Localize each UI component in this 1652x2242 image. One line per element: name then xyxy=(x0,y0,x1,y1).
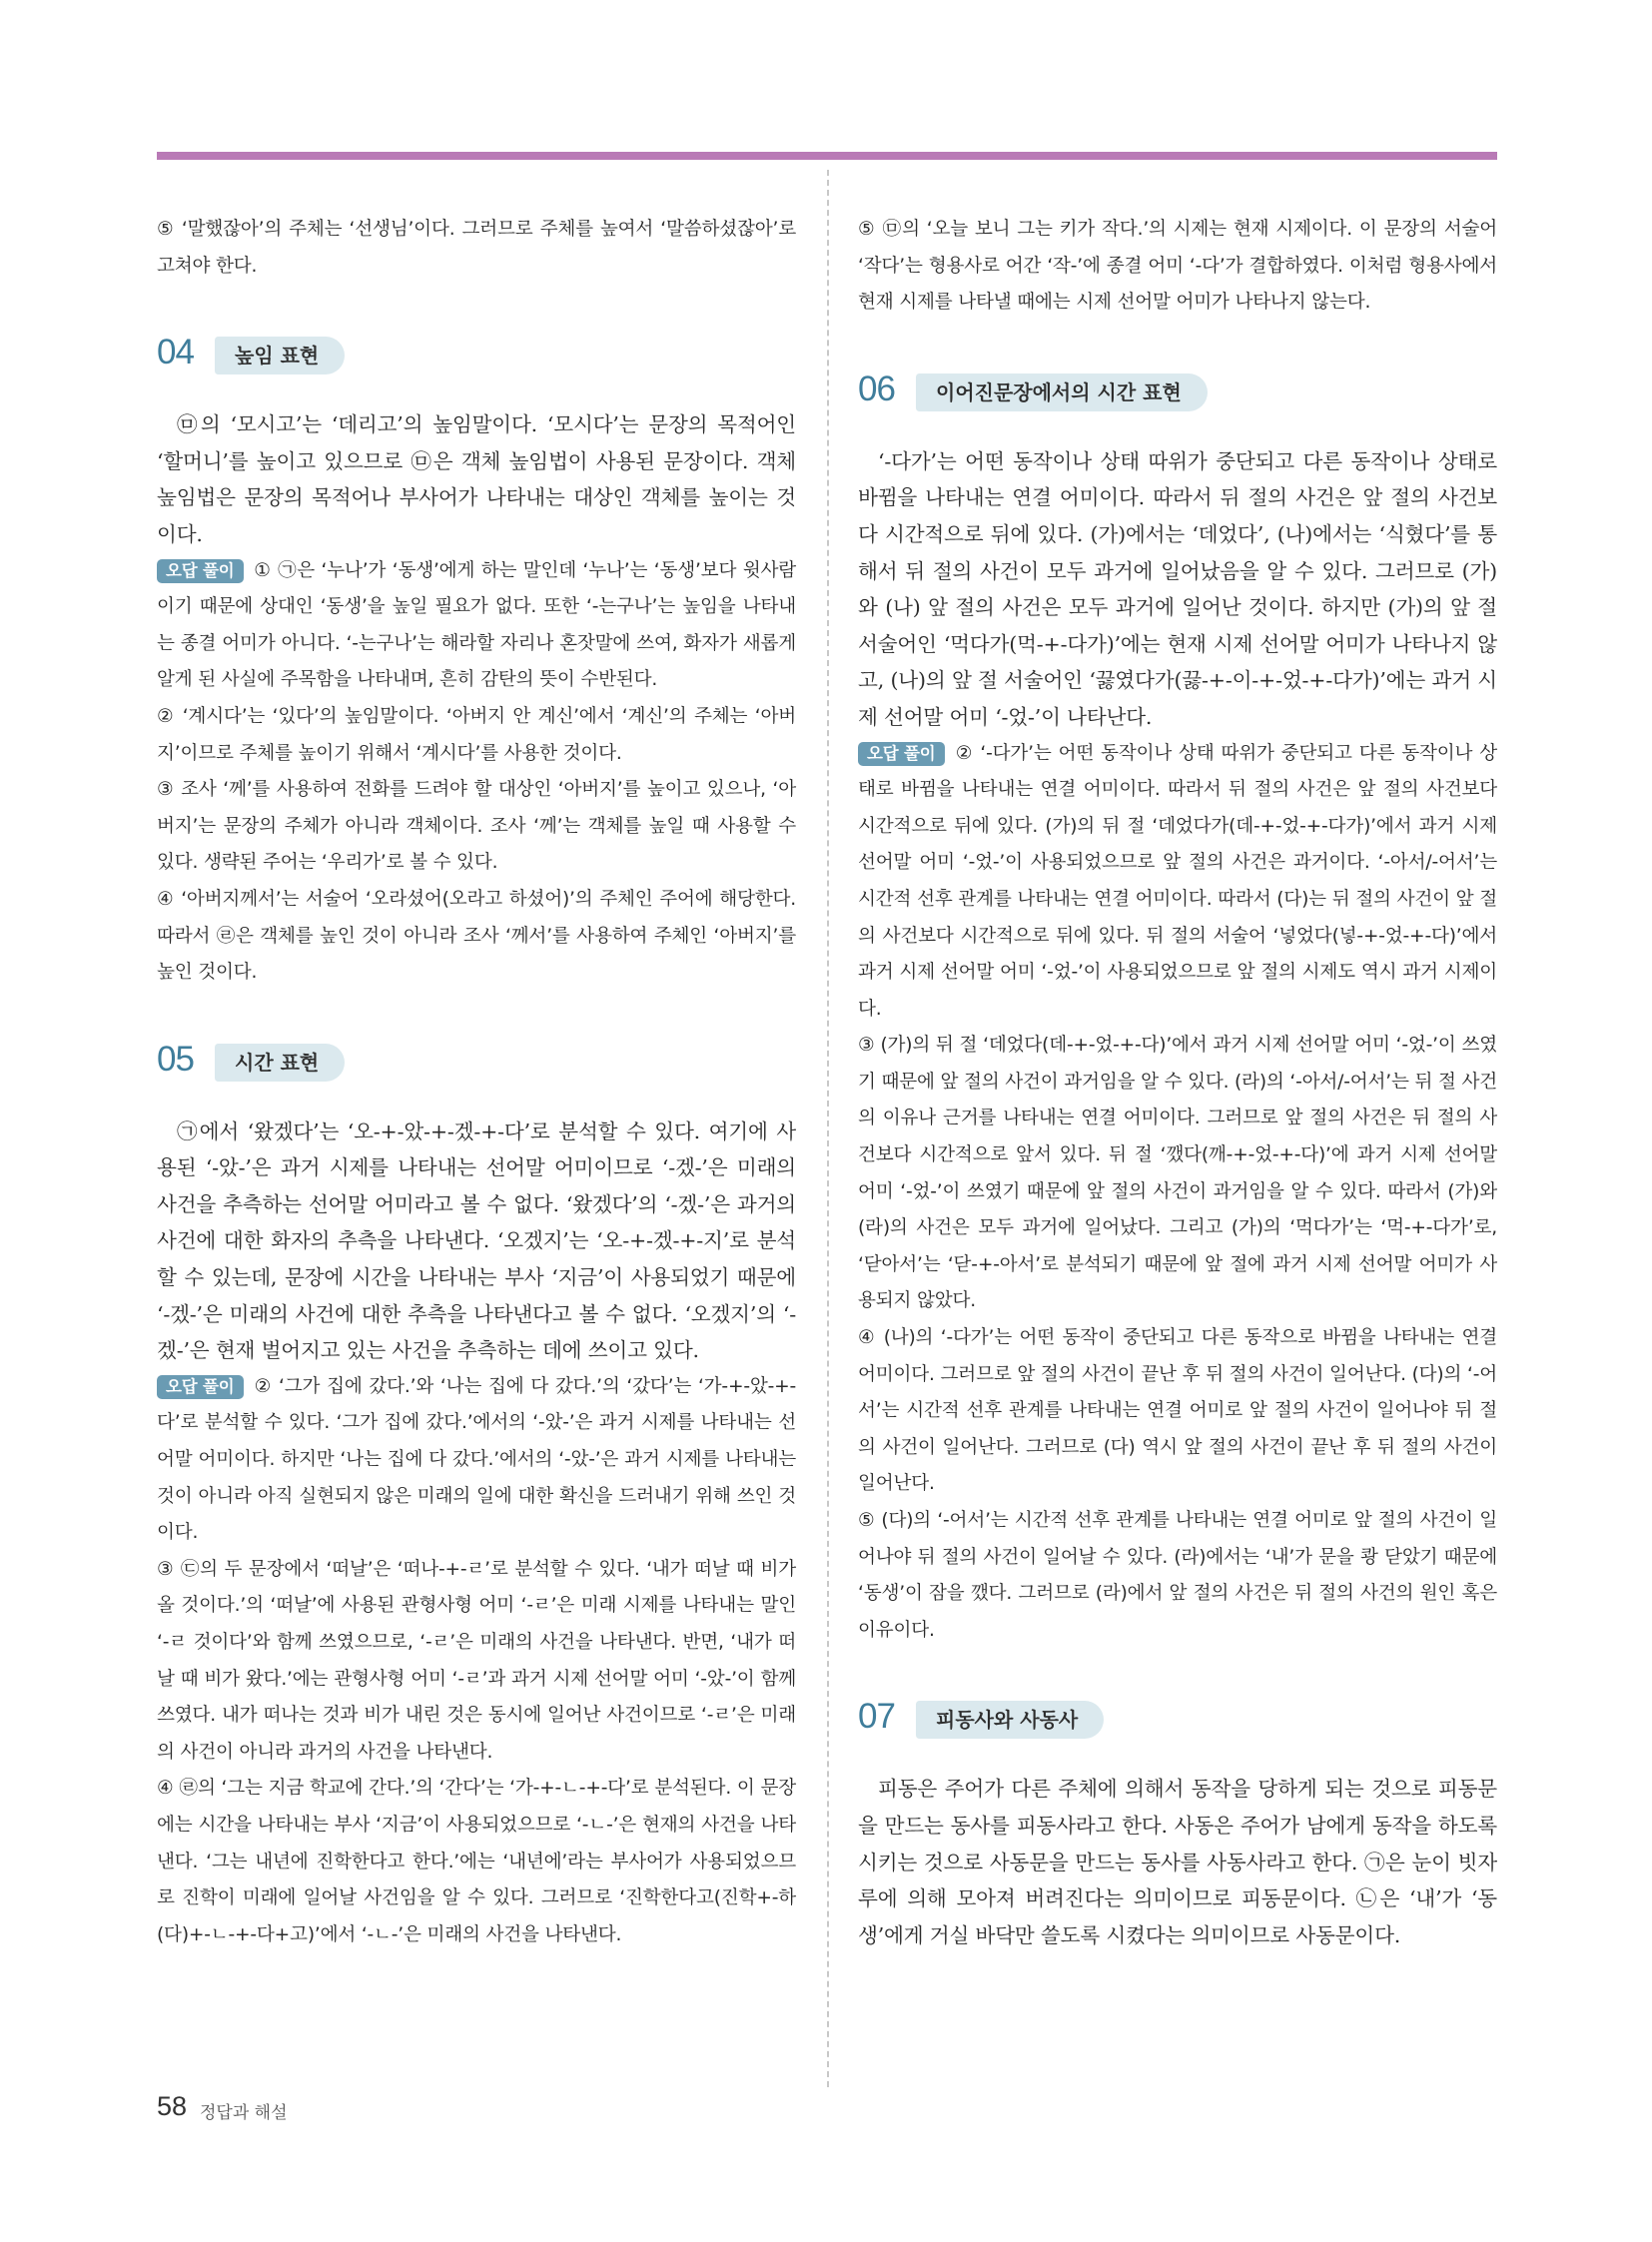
left-intro-paragraph: ⑤ ‘말했잖아’의 주체는 ‘선생님’이다. 그러므로 주체를 높여서 ‘말씀하셨잖아’로 고쳐야 한다. xyxy=(157,219,796,277)
wrong-answer-badge: 오답 풀이 xyxy=(157,1375,244,1399)
page-number: 58 xyxy=(157,2091,188,2121)
section-number: 04 xyxy=(157,333,194,373)
section-06-body: ‘-다가’는 어떤 동작이나 상태 따위가 중단되고 다른 동작이나 상태로 바뀜을 나타내는 연결 어미이다. 따라서 뒤 절의 사건은 앞 절의 사건보다 시간적으로 뒤에 있다. (가)에서는 ‘데었다’, (나)에서는 ‘식혔다’를 통해서 뒤 절의 사건이 모두 과거에 일어났음을 알 수 있다. 그러므로 (가)와 (나) 앞 절의 사건은 모두 과거에 일어난 것이다. 하지만 (가)의 앞 절 서술어인 ‘먹다가(먹-+-다가)’에는 현재 시제 선어말 어미가 나타나지 않고, (나)의 앞 절 서술어인 ‘끓였다가(끓-+-이-+-었-+-다가)’에는 과거 시제 선어말 어미 ‘-었-’이 나타난다. xyxy=(858,448,1497,729)
section-07-body: 피동은 주어가 다른 주체에 의해서 동작을 당하게 되는 것으로 피동문을 만드는 동사를 피동사라고 한다. 사동은 주어가 남에게 동작을 하도록 시키는 것으로 사동문을 만드는 동사를 사동사라고 한다. ㉠은 눈이 빗자루에 의해 모아져 버려진다는 의미이므로 피동문이다. ㉡은 ‘내’가 ‘동생’에게 거실 바닥만 쓸도록 시켰다는 의미이므로 사동문이다. xyxy=(858,1777,1497,1947)
right-column xyxy=(858,212,1497,1953)
section-05-item-3: ④ ㉣의 ‘그는 지금 학교에 간다.’의 ‘간다’는 ‘가-+-ㄴ-+-다’로 분석된다. 이 문장에는 시간을 나타내는 부사 ‘지금’이 사용되었으므로 ‘-ㄴ-’은 현재의 사건을 나타낸다. ‘그는 내년에 진학한다고 한다.’에는 ‘내년에’라는 부사어가 사용되었으므로 진학이 미래에 일어날 사건임을 알 수 있다. 그러므로 ‘진학한다고(진학+-하(다)+-ㄴ-+-다+고)’에서 ‘-ㄴ-’은 미래의 사건을 나타낸다. xyxy=(157,1778,796,1945)
section-title: 높임 표현 xyxy=(215,337,345,374)
section-05-header xyxy=(157,1030,796,1100)
section-05-body: ㉠에서 ‘왔겠다’는 ‘오-+-았-+-겠-+-다’로 분석할 수 있다. 여기에 사용된 ‘-았-’은 과거 시제를 나타내는 선어말 어미이므로 ‘-겠-’은 미래의 사건을 추측하는 선어말 어미라고 볼 수 없다. ‘왔겠다’의 ‘-겠-’은 과거의 사건에 대한 화자의 추측을 나타낸다. ‘오겠지’는 ‘오-+-겠-+-지’로 분석할 수 있는데, 문장에 시간을 나타내는 부사 ‘지금’이 사용되었기 때문에 ‘-겠-’은 미래의 사건에 대한 추측을 나타낸다고 볼 수 없다. ‘오겠지’의 ‘-겠-’은 현재 벌어지고 있는 사건을 추측하는 데에 쓰이고 있다. xyxy=(157,1119,796,1363)
section-06-header xyxy=(858,360,1497,429)
top-accent-bar xyxy=(157,152,1497,160)
section-06-item-4: ⑤ (다)의 ‘-어서’는 시간적 선후 관계를 나타내는 연결 어미로 앞 절의 사건이 일어나야 뒤 절의 사건이 일어날 수 있다. (라)에서는 ‘내’가 문을 쾅 닫았기 때문에 ‘동생’이 잠을 깼다. 그러므로 (라)에서 앞 절의 사건은 뒤 절의 사건의 원인 혹은 이유이다. xyxy=(858,1510,1497,1641)
section-06-item-3: ④ (나)의 ‘-다가’는 어떤 동작이 중단되고 다른 동작으로 바뀜을 나타내는 연결 어미이다. 그러므로 앞 절의 사건이 끝난 후 뒤 절의 사건이 일어난다. (다)의 ‘-어서’는 시간적 선후 관계를 나타내는 연결 어미로 앞 절의 사건이 일어나야 뒤 절의 사건이 일어난다. 그러므로 (다) 역시 앞 절의 사건이 끝난 후 뒤 절의 사건이 일어난다. xyxy=(858,1327,1497,1495)
section-04-item-1: 오답 풀이 ① ㉠은 ‘누나’가 ‘동생’에게 하는 말인데 ‘누나’는 ‘동생’보다 윗사람이기 때문에 상대인 ‘동생’을 높일 필요가 없다. 또한 ‘-는구나’는 높임을 나타내는 종결 어미가 아니다. ‘-는구나’는 해라할 자리나 혼잣말에 쓰여, 화자가 새롭게 알게 된 사실에 주목함을 나타내며, 흔히 감탄의 뜻이 수반된다. xyxy=(157,559,796,691)
section-number: 05 xyxy=(157,1039,194,1079)
section-04-header xyxy=(157,323,796,392)
right-intro-paragraph: ⑤ ㉤의 ‘오늘 보니 그는 키가 작다.’의 시제는 현재 시제이다. 이 문장의 서술어 ‘작다’는 형용사로 어간 ‘작-’에 종결 어미 ‘-다’가 결합하였다. 이처럼 형용사에서 현재 시제를 나타낼 때에는 시제 선어말 어미가 나타나지 않는다. xyxy=(858,219,1497,314)
left-column xyxy=(157,212,796,1953)
section-title: 시간 표현 xyxy=(215,1044,345,1082)
section-05-item-1: 오답 풀이 ② ‘그가 집에 갔다.’와 ‘나는 집에 다 갔다.’의 ‘갔다’는 ‘가-+-았-+-다’로 분석할 수 있다. ‘그가 집에 갔다.’에서의 ‘-았-’은 과거 시제를 나타내는 선어말 어미이다. 하지만 ‘나는 집에 다 갔다.’에서의 ‘-았-’은 과거 시제를 나타내는 것이 아니라 아직 실현되지 않은 미래의 일에 대한 확신을 드러내기 위해 쓰인 것이다. xyxy=(157,1375,796,1544)
wrong-answer-badge: 오답 풀이 xyxy=(858,742,945,766)
section-04-item-4: ④ ‘아버지께서’는 서술어 ‘오라셨어(오라고 하셨어)’의 주체인 주어에 해당한다. 따라서 ㉣은 객체를 높인 것이 아니라 조사 ‘께서’를 사용하여 주체인 ‘아버지’를 높인 것이다. xyxy=(157,888,797,984)
section-06-item-2: ③ (가)의 뒤 절 ‘데었다(데-+-었-+-다)’에서 과거 시제 선어말 어미 ‘-었-’이 쓰였기 때문에 앞 절의 사건이 과거임을 알 수 있다. (라)의 ‘-아서/-어서’는 뒤 절 사건의 이유나 근거를 나타내는 연결 어미이다. 그러므로 앞 절의 사건은 뒤 절의 사건보다 시간적으로 앞서 있다. 뒤 절 ‘깼다(깨-+-었-+-다)’에 과거 시제 선어말 어미 ‘-었-’이 쓰였기 때문에 앞 절의 사건이 과거임을 알 수 있다. 따라서 (가)와 (라)의 사건은 모두 과거에 일어났다. 그리고 (가)의 ‘먹다가’는 ‘먹-+-다가’로, ‘닫아서’는 ‘닫-+-아서’로 분석되기 때문에 앞 절에 과거 시제 선어말 어미가 사용되지 않았다. xyxy=(858,1035,1497,1312)
column-divider xyxy=(827,170,829,2087)
section-04-body: ㉤의 ‘모시고’는 ‘데리고’의 높임말이다. ‘모시다’는 문장의 목적어인 ‘할머니’를 높이고 있으므로 ㉤은 객체 높임법이 사용된 문장이다. 객체 높임법은 문장의 목적어나 부사어가 나타내는 대상인 객체를 높이는 것이다. xyxy=(157,412,796,546)
section-05-item-2: ③ ㉢의 두 문장에서 ‘떠날’은 ‘떠나-+-ㄹ’로 분석할 수 있다. ‘내가 떠날 때 비가 올 것이다.’의 ‘떠날’에 사용된 관형사형 어미 ‘-ㄹ’은 미래 시제를 나타내는 말인 ‘-ㄹ 것이다’와 함께 쓰였으므로, ‘-ㄹ’은 미래의 사건을 나타낸다. 반면, ‘내가 떠날 때 비가 왔다.’에는 관형사형 어미 ‘-ㄹ’과 과거 시제 선어말 어미 ‘-았-’이 함께 쓰였다. 내가 떠나는 것과 비가 내린 것은 동시에 일어난 사건이므로 ‘-ㄹ’은 미래의 사건이 아니라 과거의 사건을 나타낸다. xyxy=(157,1558,796,1763)
section-06-item-1: 오답 풀이 ② ‘-다가’는 어떤 동작이나 상태 따위가 중단되고 다른 동작이나 상태로 바뀜을 나타내는 연결 어미이다. 따라서 뒤 절의 사건은 앞 절의 사건보다 시간적으로 뒤에 있다. (가)의 뒤 절 ‘데었다가(데-+-었-+-다가)’에서 과거 시제 선어말 어미 ‘-었-’이 사용되었으므로 앞 절의 사건은 과거이다. ‘-아서/-어서’는 시간적 선후 관계를 나타내는 연결 어미이다. 따라서 (다)는 뒤 절의 사건이 앞 절의 사건보다 시간적으로 뒤에 있다. 뒤 절의 서술어 ‘넣었다(넣-+-었-+-다)’에서 과거 시제 선어말 어미 ‘-었-’이 사용되었으므로 앞 절의 시제도 역시 과거 시제이다. xyxy=(858,742,1497,1020)
footer-label: 정답과 해설 xyxy=(200,2103,288,2123)
section-title: 이어진문장에서의 시간 표현 xyxy=(916,374,1208,411)
section-title: 피동사와 사동사 xyxy=(916,1701,1104,1739)
section-04-item-2: ② ‘계시다’는 ‘있다’의 높임말이다. ‘아버지 안 계신’에서 ‘계신’의 주체는 ‘아버지’이므로 주체를 높이기 위해서 ‘계시다’를 사용한 것이다. xyxy=(157,705,796,764)
section-number: 06 xyxy=(858,369,895,408)
section-07-header xyxy=(858,1687,1497,1757)
section-number: 07 xyxy=(858,1697,895,1737)
wrong-answer-badge: 오답 풀이 xyxy=(157,559,244,583)
section-04-item-3: ③ 조사 ‘께’를 사용하여 전화를 드려야 할 대상인 ‘아버지’를 높이고 있으나, ‘아버지’는 문장의 주체가 아니라 객체이다. 조사 ‘께’는 객체를 높일 때 사용할 수 있다. 생략된 주어는 ‘우리가’로 볼 수 있다. xyxy=(157,779,796,874)
